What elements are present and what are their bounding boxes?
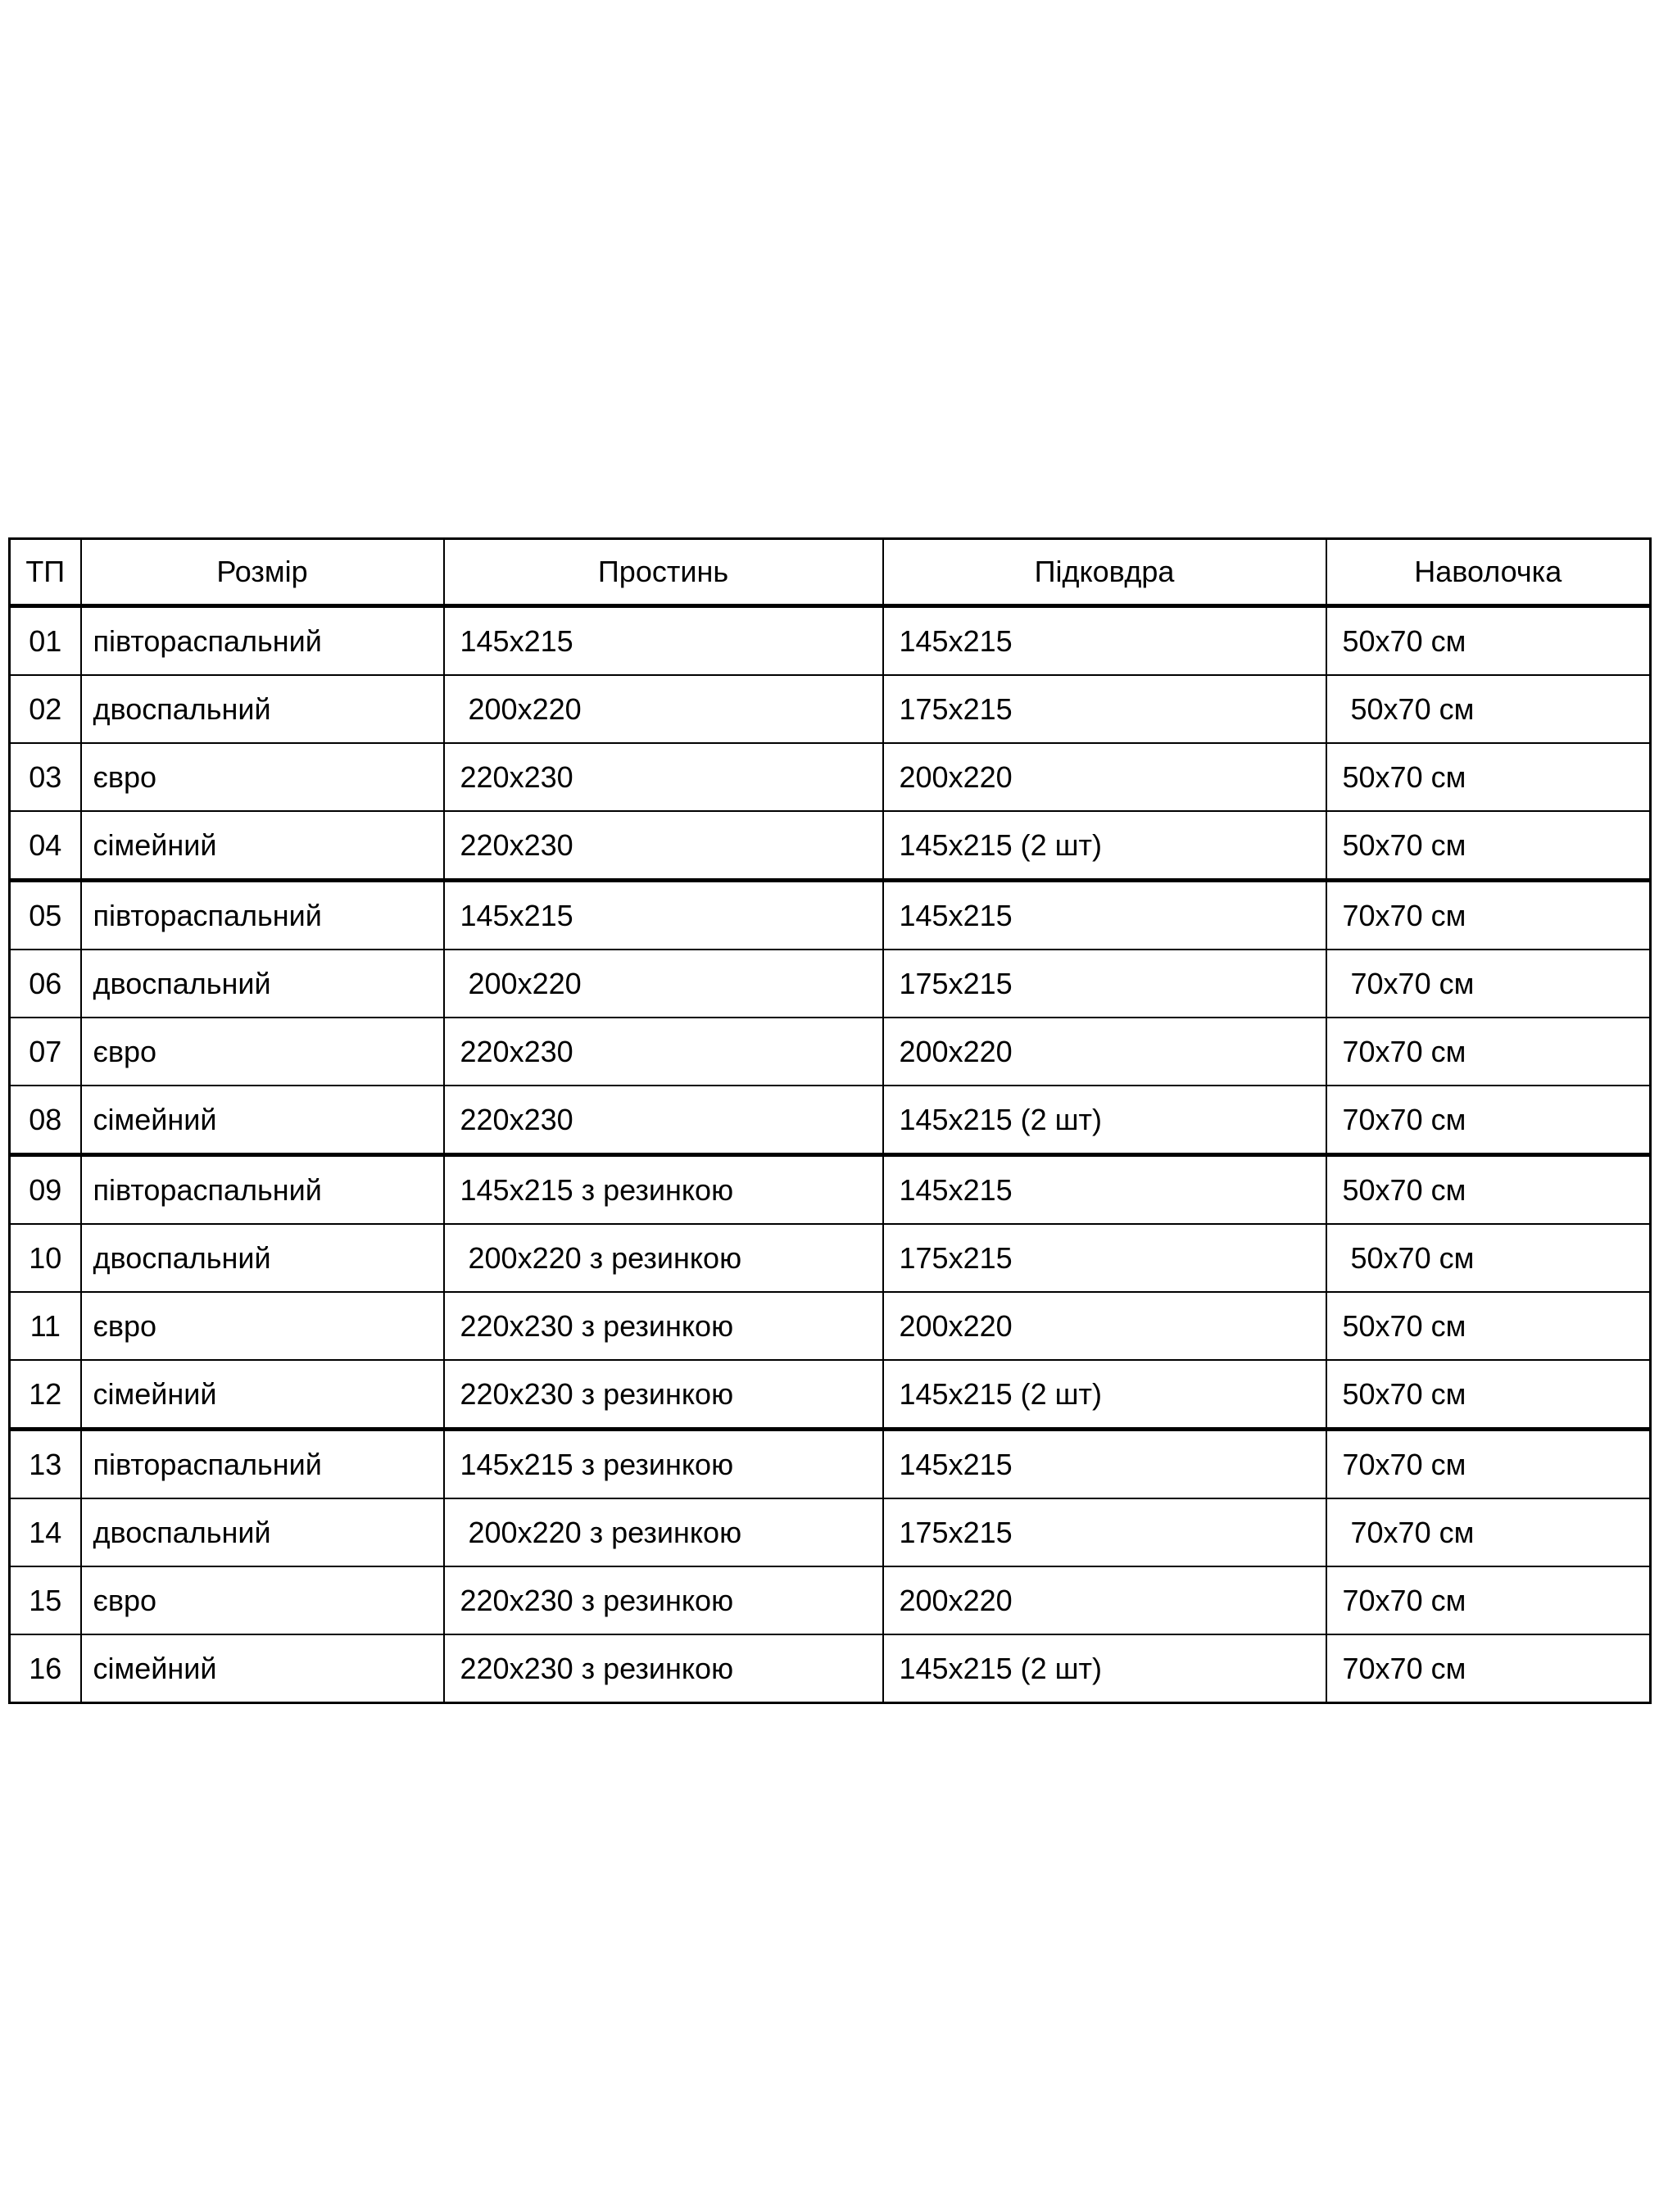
header-cell-duvet: Підковдра bbox=[883, 539, 1326, 606]
cell-size: півтораспальний bbox=[81, 1155, 444, 1225]
table-row bbox=[10, 1224, 1651, 1292]
header-row bbox=[10, 539, 1651, 606]
cell-size: сімейний bbox=[81, 1634, 444, 1703]
cell-sheet: 145х215 з резинкою bbox=[444, 1430, 883, 1499]
bedding-size-table bbox=[8, 537, 1652, 1704]
cell-pillow: 70х70 см bbox=[1326, 881, 1651, 950]
table-row bbox=[10, 1018, 1651, 1086]
table-row bbox=[10, 811, 1651, 881]
cell-duvet: 145х215 (2 шт) bbox=[883, 1086, 1326, 1155]
cell-tp: 06 bbox=[10, 950, 81, 1018]
table-row bbox=[10, 1566, 1651, 1634]
cell-duvet: 175х215 bbox=[883, 1498, 1326, 1566]
cell-sheet: 145х215 bbox=[444, 606, 883, 676]
cell-size: євро bbox=[81, 743, 444, 811]
header-cell-pillow: Наволочка bbox=[1326, 539, 1651, 606]
cell-tp: 10 bbox=[10, 1224, 81, 1292]
cell-pillow: 70х70 см bbox=[1326, 1086, 1651, 1155]
cell-duvet: 200х220 bbox=[883, 1018, 1326, 1086]
cell-sheet: 145х215 з резинкою bbox=[444, 1155, 883, 1225]
cell-duvet: 200х220 bbox=[883, 1566, 1326, 1634]
table-row bbox=[10, 1360, 1651, 1430]
cell-pillow: 50х70 см bbox=[1326, 1155, 1651, 1225]
table-body bbox=[10, 606, 1651, 1703]
cell-duvet: 145х215 bbox=[883, 1430, 1326, 1499]
cell-sheet: 220х230 з резинкою bbox=[444, 1360, 883, 1430]
table-row bbox=[10, 606, 1651, 676]
cell-duvet: 145х215 bbox=[883, 881, 1326, 950]
cell-sheet: 220х230 з резинкою bbox=[444, 1566, 883, 1634]
cell-pillow: 50х70 см bbox=[1326, 675, 1651, 743]
cell-pillow: 50х70 см bbox=[1326, 1292, 1651, 1360]
cell-pillow: 50х70 см bbox=[1326, 811, 1651, 881]
table-row bbox=[10, 1430, 1651, 1499]
cell-size: євро bbox=[81, 1566, 444, 1634]
cell-tp: 11 bbox=[10, 1292, 81, 1360]
cell-sheet: 200х220 bbox=[444, 950, 883, 1018]
cell-tp: 09 bbox=[10, 1155, 81, 1225]
cell-tp: 03 bbox=[10, 743, 81, 811]
cell-sheet: 220х230 bbox=[444, 1086, 883, 1155]
cell-tp: 02 bbox=[10, 675, 81, 743]
table-row bbox=[10, 881, 1651, 950]
cell-size: двоспальний bbox=[81, 675, 444, 743]
cell-sheet: 220х230 з резинкою bbox=[444, 1634, 883, 1703]
cell-tp: 15 bbox=[10, 1566, 81, 1634]
cell-size: євро bbox=[81, 1292, 444, 1360]
table-row bbox=[10, 1155, 1651, 1225]
table-row bbox=[10, 1498, 1651, 1566]
cell-tp: 13 bbox=[10, 1430, 81, 1499]
cell-tp: 01 bbox=[10, 606, 81, 676]
table-row bbox=[10, 1292, 1651, 1360]
cell-duvet: 145х215 bbox=[883, 606, 1326, 676]
cell-duvet: 145х215 (2 шт) bbox=[883, 811, 1326, 881]
cell-size: двоспальний bbox=[81, 1498, 444, 1566]
table-row bbox=[10, 950, 1651, 1018]
table-row bbox=[10, 1634, 1651, 1703]
header-cell-sheet: Простинь bbox=[444, 539, 883, 606]
cell-sheet: 220х230 bbox=[444, 1018, 883, 1086]
cell-pillow: 50х70 см bbox=[1326, 1224, 1651, 1292]
cell-size: євро bbox=[81, 1018, 444, 1086]
cell-duvet: 175х215 bbox=[883, 675, 1326, 743]
table-row bbox=[10, 675, 1651, 743]
cell-size: двоспальний bbox=[81, 950, 444, 1018]
cell-size: сімейний bbox=[81, 1086, 444, 1155]
cell-tp: 16 bbox=[10, 1634, 81, 1703]
cell-sheet: 200х220 з резинкою bbox=[444, 1498, 883, 1566]
cell-size: сімейний bbox=[81, 1360, 444, 1430]
header-cell-size: Розмір bbox=[81, 539, 444, 606]
cell-sheet: 200х220 з резинкою bbox=[444, 1224, 883, 1292]
cell-pillow: 50х70 см bbox=[1326, 1360, 1651, 1430]
cell-sheet: 145х215 bbox=[444, 881, 883, 950]
cell-duvet: 145х215 (2 шт) bbox=[883, 1634, 1326, 1703]
cell-size: півтораспальний bbox=[81, 881, 444, 950]
cell-sheet: 220х230 bbox=[444, 811, 883, 881]
cell-pillow: 70х70 см bbox=[1326, 950, 1651, 1018]
cell-sheet: 220х230 bbox=[444, 743, 883, 811]
cell-size: двоспальний bbox=[81, 1224, 444, 1292]
table-row bbox=[10, 1086, 1651, 1155]
header-cell-tp: ТП bbox=[10, 539, 81, 606]
cell-pillow: 50х70 см bbox=[1326, 743, 1651, 811]
cell-duvet: 145х215 bbox=[883, 1155, 1326, 1225]
cell-pillow: 70х70 см bbox=[1326, 1634, 1651, 1703]
cell-tp: 08 bbox=[10, 1086, 81, 1155]
cell-duvet: 145х215 (2 шт) bbox=[883, 1360, 1326, 1430]
cell-sheet: 200х220 bbox=[444, 675, 883, 743]
cell-pillow: 70х70 см bbox=[1326, 1430, 1651, 1499]
cell-tp: 12 bbox=[10, 1360, 81, 1430]
cell-pillow: 70х70 см bbox=[1326, 1566, 1651, 1634]
cell-pillow: 50х70 см bbox=[1326, 606, 1651, 676]
cell-duvet: 200х220 bbox=[883, 1292, 1326, 1360]
cell-duvet: 175х215 bbox=[883, 1224, 1326, 1292]
cell-size: півтораспальний bbox=[81, 606, 444, 676]
cell-tp: 05 bbox=[10, 881, 81, 950]
cell-size: півтораспальний bbox=[81, 1430, 444, 1499]
cell-size: сімейний bbox=[81, 811, 444, 881]
cell-duvet: 200х220 bbox=[883, 743, 1326, 811]
table-row bbox=[10, 743, 1651, 811]
cell-pillow: 70х70 см bbox=[1326, 1498, 1651, 1566]
cell-tp: 07 bbox=[10, 1018, 81, 1086]
cell-tp: 14 bbox=[10, 1498, 81, 1566]
cell-pillow: 70х70 см bbox=[1326, 1018, 1651, 1086]
cell-sheet: 220х230 з резинкою bbox=[444, 1292, 883, 1360]
cell-tp: 04 bbox=[10, 811, 81, 881]
cell-duvet: 175х215 bbox=[883, 950, 1326, 1018]
